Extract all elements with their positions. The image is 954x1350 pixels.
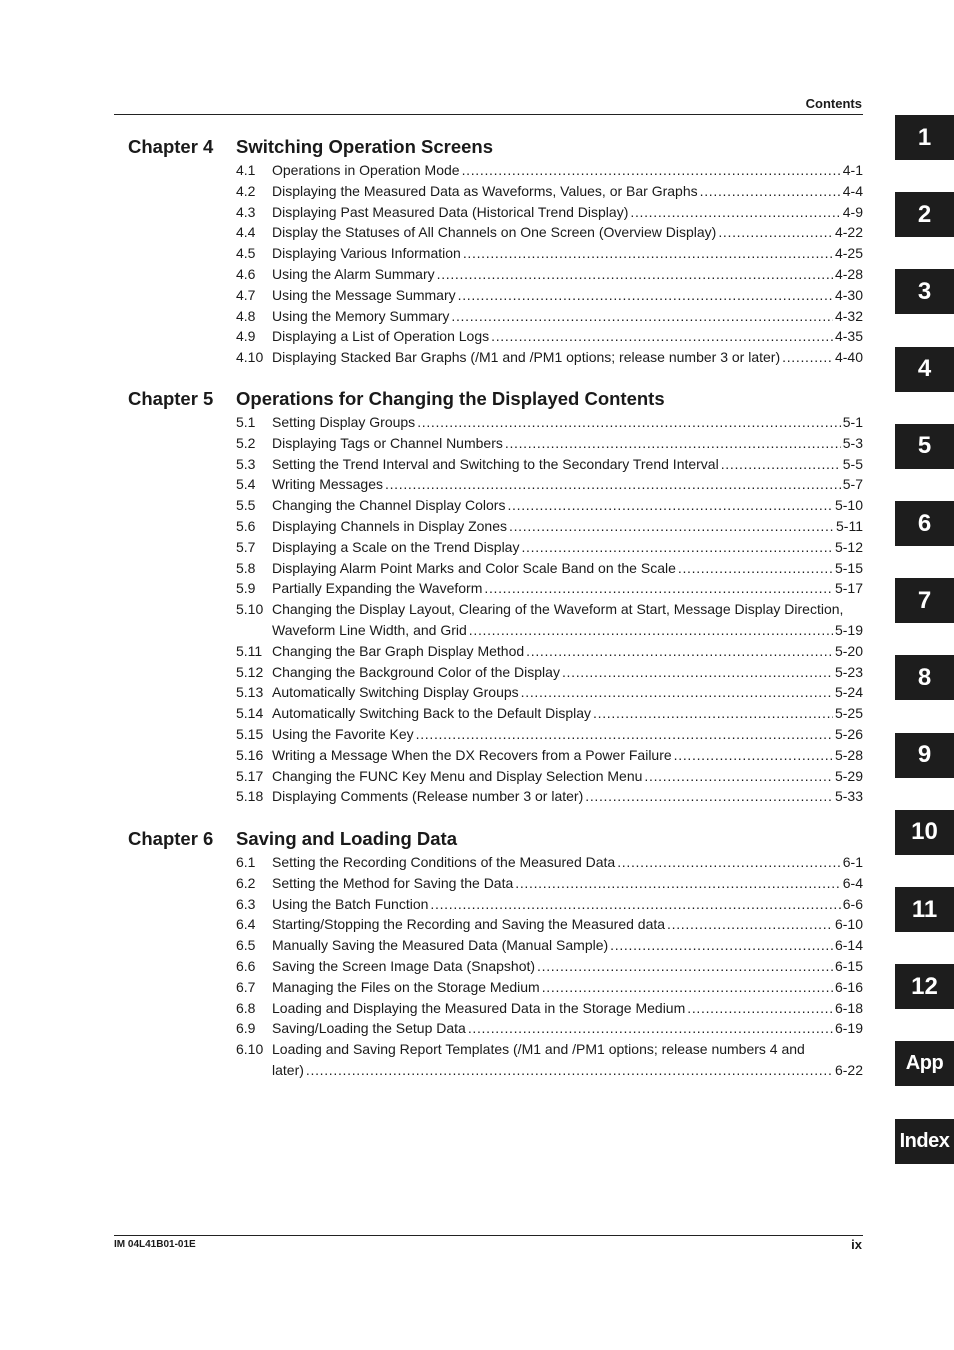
dot-leader	[562, 662, 833, 683]
toc-entry-number: 5.17	[236, 767, 264, 784]
toc-entry-line	[272, 682, 863, 703]
toc-entry-title: Setting Display Groups	[272, 414, 416, 430]
toc-entry-title: Displaying a List of Operation Logs	[272, 328, 490, 345]
chapter-tab[interactable]: 9	[895, 733, 954, 778]
toc-entry-number: 6.9	[236, 1020, 256, 1037]
toc-entry-line	[272, 914, 863, 935]
toc-entry-number: 4.1	[236, 162, 256, 178]
toc-entry-title: Writing Messages	[272, 476, 384, 493]
toc-entry-page: 6-14	[834, 937, 863, 954]
toc-entry-number: 5.9	[236, 580, 256, 597]
chapter-tab[interactable]: 7	[895, 578, 954, 623]
chapter-section	[128, 384, 863, 807]
chapter-heading	[128, 132, 863, 160]
toc-entry-line	[272, 935, 863, 956]
chapter-tab[interactable]: 4	[895, 347, 954, 392]
toc-entry-number: 5.13	[236, 684, 264, 701]
toc-entry-line	[272, 894, 863, 915]
toc-entry-text	[272, 766, 863, 787]
dot-leader	[630, 202, 840, 223]
dot-leader	[782, 347, 833, 368]
toc-entry-title: Using the Batch Function	[272, 895, 429, 912]
toc-entry-text	[272, 894, 863, 915]
toc-entry-page: 5-23	[834, 663, 863, 680]
toc-entry-text	[272, 454, 863, 475]
chapter-title: Operations for Changing the Displayed Contents	[236, 388, 665, 409]
toc-entry-text	[272, 474, 863, 495]
toc-entry[interactable]	[236, 998, 863, 1019]
toc-entry[interactable]	[236, 558, 863, 579]
toc-entry-number: 5.16	[236, 746, 264, 763]
toc-entry-line	[272, 977, 863, 998]
toc-entry-page: 6-10	[834, 916, 863, 933]
toc-entry-page: 4-4	[842, 182, 863, 199]
dot-leader	[306, 1060, 833, 1081]
dot-leader	[416, 724, 833, 745]
chapter-tab[interactable]: 2	[895, 192, 954, 237]
toc-entry-title: Displaying Various Information	[272, 245, 461, 262]
toc-entry-title-line: Changing the Display Layout, Clearing of the Waveform at Start, Message Display Direction,	[272, 601, 844, 618]
toc-entry-page: 5-12	[834, 538, 863, 555]
chapter-tab[interactable]: 6	[895, 501, 954, 546]
toc-entry-page: 5-33	[834, 788, 863, 805]
toc-entry-number: 6.3	[236, 895, 256, 912]
toc-entry-title: Starting/Stopping the Recording and Saving the Measured data	[272, 916, 666, 933]
toc-entry[interactable]	[236, 454, 863, 475]
toc-entry[interactable]	[236, 578, 863, 599]
toc-entry-line	[272, 537, 863, 558]
toc-entry-line	[272, 873, 863, 894]
toc-entry-page: 5-19	[834, 621, 863, 638]
toc-entry[interactable]	[236, 326, 863, 347]
toc-entry-number: 6.6	[236, 957, 256, 974]
toc-entry-page: 5-3	[842, 434, 863, 451]
chapter-heading	[128, 384, 863, 412]
section-header: Contents	[805, 96, 862, 111]
toc-entry[interactable]	[236, 703, 863, 724]
dot-leader	[451, 306, 833, 327]
chapter-title: Saving and Loading Data	[236, 828, 457, 849]
toc-entry-line	[272, 641, 863, 662]
toc-entry-title: Displaying a Scale on the Trend Display	[272, 538, 520, 555]
toc-entry-title: Changing the FUNC Key Menu and Display Selection Menu	[272, 767, 643, 784]
toc-entry-page: 6-15	[834, 957, 863, 974]
dot-leader	[484, 578, 833, 599]
toc-entry-number: 4.9	[236, 328, 256, 345]
toc-entry-title: Display the Statuses of All Channels on One Screen (Overview Display)	[272, 224, 717, 241]
toc-entry-number: 5.18	[236, 788, 264, 805]
toc-entry-title: Saving/Loading the Setup Data	[272, 1020, 466, 1037]
toc-entry-title: Manually Saving the Measured Data (Manual Sample)	[272, 937, 609, 954]
dot-leader	[674, 745, 833, 766]
toc-entry-number: 6.2	[236, 874, 256, 891]
toc-entry-text	[272, 914, 863, 935]
toc-entry-number: 6.8	[236, 999, 256, 1016]
toc-entry[interactable]	[236, 935, 863, 956]
toc-entry-page: 4-22	[834, 224, 863, 241]
toc-entry[interactable]	[236, 1039, 863, 1081]
toc-entry-line	[272, 264, 863, 285]
toc-entry-line	[272, 222, 863, 243]
toc-entry-page: 6-1	[842, 854, 863, 870]
toc-entry-title: Using the Alarm Summary	[272, 265, 435, 282]
toc-entry-page: 4-32	[834, 307, 863, 324]
toc-entry-text	[272, 935, 863, 956]
toc-entry-title: Loading and Displaying the Measured Data in the Storage Medium	[272, 999, 686, 1016]
toc-entry-title: Partially Expanding the Waveform	[272, 580, 483, 597]
toc-entry-page: 5-11	[836, 517, 863, 534]
dot-leader	[515, 873, 841, 894]
toc-entry[interactable]	[236, 599, 863, 641]
toc-entry-title: Using the Memory Summary	[272, 307, 450, 324]
toc-entry-text	[272, 641, 863, 662]
toc-entry-page: 5-25	[834, 705, 863, 722]
header-rule	[114, 114, 863, 115]
toc-entry[interactable]	[236, 160, 863, 181]
toc-entry-page: 5-1	[842, 414, 863, 430]
toc-entry-line	[272, 956, 863, 977]
toc-entry-title: Changing the Channel Display Colors	[272, 497, 506, 514]
toc-entry[interactable]	[236, 181, 863, 202]
chapter-tab[interactable]: Index	[895, 1119, 954, 1164]
toc-entry-page: 4-30	[834, 286, 863, 303]
toc-entry-text	[272, 495, 863, 516]
toc-entry-number: 5.4	[236, 476, 256, 493]
toc-entry[interactable]	[236, 222, 863, 243]
chapter-heading	[128, 824, 863, 852]
dot-leader	[644, 766, 833, 787]
toc-entry-page: 5-28	[834, 746, 863, 763]
toc-entry-number: 5.11	[236, 642, 263, 659]
chapter-tab[interactable]: 5	[895, 424, 954, 469]
toc-entry-page: 6-16	[834, 978, 863, 995]
toc-entry-text	[272, 1018, 863, 1039]
dot-leader	[417, 412, 841, 433]
toc-entry-text	[272, 786, 863, 807]
toc-entry-line	[272, 285, 863, 306]
toc-entry-title: Displaying Channels in Display Zones	[272, 517, 508, 534]
toc-entry[interactable]	[236, 495, 863, 516]
toc-entry-title: Operations in Operation Mode	[272, 162, 460, 178]
toc-entry-number: 6.7	[236, 978, 256, 995]
toc-entry-number: 4.8	[236, 307, 256, 324]
chapter-section	[128, 132, 863, 368]
toc-entry-page: 4-35	[834, 328, 863, 345]
dot-leader	[505, 433, 841, 454]
chapter-tab[interactable]: 1	[895, 115, 954, 160]
toc-entry-title: Using the Favorite Key	[272, 725, 414, 742]
toc-entry-page: 5-10	[834, 497, 863, 514]
toc-entry-line	[272, 852, 863, 873]
chapter-label: Chapter 5	[128, 388, 214, 409]
toc-entry-page: 6-19	[834, 1020, 863, 1037]
dot-leader	[700, 181, 841, 202]
toc-entry-title: Setting the Recording Conditions of the Measured Data	[272, 854, 616, 870]
chapter-tab[interactable]: 3	[895, 269, 954, 314]
toc-entry-title: Displaying Comments (Release number 3 or later)	[272, 788, 584, 805]
toc-entry-text	[272, 745, 863, 766]
toc-entry-line	[272, 433, 863, 454]
toc-entry-page: 5-5	[842, 455, 863, 472]
dot-leader	[678, 558, 833, 579]
toc-entry-text	[272, 703, 863, 724]
toc-entry-number: 4.3	[236, 203, 256, 220]
toc-entry[interactable]	[236, 1018, 863, 1039]
toc-entry-text	[272, 724, 863, 745]
toc-entry-line	[272, 181, 863, 202]
toc-entry-page: 5-7	[842, 476, 863, 493]
toc-entry-text	[272, 873, 863, 894]
toc-entry-line	[272, 578, 863, 599]
toc-entry-number: 4.6	[236, 265, 256, 282]
dot-leader	[537, 956, 833, 977]
toc-entry-line	[272, 766, 863, 787]
dot-leader	[667, 914, 833, 935]
toc-entry-line	[272, 347, 863, 368]
toc-entry-number: 4.4	[236, 224, 256, 241]
toc-entry[interactable]	[236, 243, 863, 264]
toc-entry-number: 6.1	[236, 854, 256, 870]
dot-leader	[718, 222, 833, 243]
toc-entry[interactable]	[236, 202, 863, 223]
toc-entry-number: 5.5	[236, 497, 256, 514]
page-number: ix	[851, 1237, 862, 1252]
toc-entry-title: Displaying the Measured Data as Waveforms, Values, or Bar Graphs	[272, 182, 698, 199]
dot-leader	[526, 641, 833, 662]
toc-entry-number: 5.7	[236, 538, 256, 555]
toc-entry-text	[272, 998, 863, 1019]
toc-entry-text	[272, 599, 863, 641]
toc-entry-text	[272, 977, 863, 998]
toc-entry-title: Saving the Screen Image Data (Snapshot)	[272, 957, 536, 974]
toc-entry-line	[272, 202, 863, 223]
chapter-label: Chapter 6	[128, 828, 214, 849]
toc-entry-line	[272, 786, 863, 807]
chapter-title: Switching Operation Screens	[236, 136, 494, 157]
chapter-label: Chapter 4	[128, 136, 214, 157]
toc-entry-page: 4-9	[842, 203, 863, 220]
dot-leader	[521, 682, 833, 703]
toc-entry[interactable]	[236, 347, 863, 368]
toc-entry-title: Automatically Switching Display Groups	[272, 684, 519, 701]
toc-entry-text	[272, 202, 863, 223]
toc-entry-title: Using the Message Summary	[272, 286, 456, 303]
dot-leader	[687, 998, 833, 1019]
chapter-tab[interactable]: 10	[895, 810, 954, 855]
toc-entry-text	[272, 160, 863, 181]
toc-entry-title: Displaying Tags or Channel Numbers	[272, 434, 503, 451]
document-id: IM 04L41B01-01E	[114, 1239, 196, 1250]
toc-entry-line	[272, 454, 863, 475]
toc-entry-text	[272, 516, 863, 537]
toc-entry-page: 4-1	[842, 162, 863, 178]
chapter-section	[128, 824, 863, 1081]
dot-leader	[542, 977, 833, 998]
toc-entry-number: 5.2	[236, 434, 256, 451]
toc-entry-text	[272, 264, 863, 285]
toc-entry-line	[272, 745, 863, 766]
toc-entry-line	[272, 620, 863, 641]
toc-entry-line	[272, 306, 863, 327]
toc-entry-text	[272, 1039, 863, 1081]
chapter-tab[interactable]: 8	[895, 655, 954, 700]
toc-entry-text	[272, 306, 863, 327]
toc-entry-page: 5-20	[834, 642, 863, 659]
dot-leader	[385, 474, 841, 495]
toc-entry-title: Changing the Background Color of the Display	[272, 663, 560, 680]
toc-entry[interactable]	[236, 914, 863, 935]
toc-entry-page: 4-25	[834, 245, 863, 262]
toc-entry-line	[272, 558, 863, 579]
dot-leader	[509, 516, 834, 537]
toc-entry-text	[272, 285, 863, 306]
dot-leader	[430, 894, 840, 915]
toc-entry[interactable]	[236, 766, 863, 787]
toc-entry-title: Automatically Switching Back to the Default Display	[272, 705, 592, 722]
toc-entry-line	[272, 1018, 863, 1039]
chapter-tab[interactable]: 11	[895, 887, 954, 932]
toc-entry-line	[272, 998, 863, 1019]
dot-leader	[468, 1018, 833, 1039]
toc-entry[interactable]	[236, 264, 863, 285]
toc-entry-number: 5.1	[236, 414, 256, 430]
toc-entry-page: 4-28	[834, 265, 863, 282]
toc-entry-number: 5.8	[236, 559, 256, 576]
toc-entry-text	[272, 956, 863, 977]
toc-entry[interactable]	[236, 433, 863, 454]
toc-entry-line	[272, 243, 863, 264]
toc-entry-line	[272, 724, 863, 745]
toc-entry[interactable]	[236, 956, 863, 977]
toc-entry[interactable]	[236, 682, 863, 703]
toc-entry-text	[272, 412, 863, 433]
toc-entry-number: 5.15	[236, 725, 264, 742]
toc-entry[interactable]	[236, 724, 863, 745]
toc-entry-text	[272, 347, 863, 368]
dot-leader	[521, 537, 833, 558]
toc-entry-number: 6.10	[236, 1041, 264, 1058]
toc-entry[interactable]	[236, 412, 863, 433]
toc-entry-page: 6-22	[834, 1061, 863, 1078]
toc-entry-line	[272, 160, 863, 181]
dot-leader	[469, 620, 833, 641]
toc-entry-title-line: Loading and Saving Report Templates (/M1 and /PM1 options; release numbers 4 and	[272, 1041, 805, 1058]
toc-entry-number: 5.6	[236, 517, 256, 534]
toc-entry-line	[272, 474, 863, 495]
toc-entry-number: 4.7	[236, 286, 256, 303]
toc-entry-page: 5-24	[834, 684, 863, 701]
toc-entry[interactable]	[236, 641, 863, 662]
toc-entry-text	[272, 433, 863, 454]
toc-entry-title: Changing the Bar Graph Display Method	[272, 642, 525, 659]
toc-entry-title: later)	[272, 1061, 304, 1078]
toc-entry-number: 5.3	[236, 455, 256, 472]
dot-leader	[437, 264, 833, 285]
toc-entry-title: Displaying Stacked Bar Graphs (/M1 and /PM1 options; release number 3 or later)	[272, 349, 781, 366]
toc-entry-title: Setting the Trend Interval and Switching to the Secondary Trend Interval	[272, 455, 719, 472]
toc-entry-title: Managing the Files on the Storage Medium	[272, 978, 540, 995]
toc-entry-number: 4.2	[236, 182, 256, 199]
chapter-tab[interactable]: 12	[895, 964, 954, 1009]
dot-leader	[610, 935, 833, 956]
toc-entry-number: 5.10	[236, 601, 264, 618]
toc-entry[interactable]	[236, 894, 863, 915]
toc-entry[interactable]	[236, 873, 863, 894]
toc-entry-title: Setting the Method for Saving the Data	[272, 874, 514, 891]
dot-leader	[617, 852, 841, 873]
toc-entry-line	[272, 412, 863, 433]
toc-entry-title: Displaying Past Measured Data (Historical Trend Display)	[272, 203, 629, 220]
toc-entry-text	[272, 852, 863, 873]
toc-entry-page: 6-6	[842, 895, 863, 912]
dot-leader	[507, 495, 833, 516]
toc-entry-line	[272, 495, 863, 516]
toc-entry-text	[272, 662, 863, 683]
toc-entry-number: 4.5	[236, 245, 256, 262]
toc-entry-number: 5.14	[236, 705, 264, 722]
toc-entry-line	[272, 326, 863, 347]
toc-entry-page: 5-26	[834, 725, 863, 742]
toc-entry[interactable]	[236, 537, 863, 558]
toc-entry-line	[272, 1060, 863, 1081]
toc-entry-text	[272, 558, 863, 579]
toc-entry-page: 4-40	[834, 349, 863, 366]
dot-leader	[491, 326, 833, 347]
toc-entry-number: 4.10	[236, 349, 264, 366]
toc-entry-text	[272, 682, 863, 703]
toc-entry-line	[272, 662, 863, 683]
toc-entry-text	[272, 181, 863, 202]
toc-entry-number: 5.12	[236, 663, 264, 680]
dot-leader	[458, 285, 833, 306]
toc-entry-text	[272, 578, 863, 599]
dot-leader	[462, 160, 841, 181]
toc-entry[interactable]	[236, 285, 863, 306]
toc-entry-title: Displaying Alarm Point Marks and Color Scale Band on the Scale	[272, 559, 676, 576]
toc-entry-page: 5-29	[834, 767, 863, 784]
toc-entry[interactable]	[236, 852, 863, 873]
toc-entry-text	[272, 222, 863, 243]
dot-leader	[721, 454, 841, 475]
toc-entry-text	[272, 537, 863, 558]
toc-entry-page: 5-15	[834, 559, 863, 576]
toc-entry-number: 6.5	[236, 937, 256, 954]
toc-entry[interactable]	[236, 977, 863, 998]
footer-rule	[114, 1235, 863, 1236]
dot-leader	[585, 786, 833, 807]
toc-entry-line	[272, 703, 863, 724]
toc-entry-page: 6-18	[834, 999, 863, 1016]
toc-entry-text	[272, 243, 863, 264]
toc-entry-title: Writing a Message When the DX Recovers from a Power Failure	[272, 746, 672, 763]
toc-entry-line	[272, 516, 863, 537]
toc-entry-page: 5-17	[834, 580, 863, 597]
toc-entry[interactable]	[236, 786, 863, 807]
dot-leader	[463, 243, 833, 264]
toc-entry-text	[272, 326, 863, 347]
toc-entry[interactable]	[236, 745, 863, 766]
chapter-tab[interactable]: App	[895, 1041, 954, 1086]
toc-entry[interactable]	[236, 662, 863, 683]
toc-entry[interactable]	[236, 516, 863, 537]
toc-entry-page: 6-4	[842, 874, 863, 891]
toc-entry-title: Waveform Line Width, and Grid	[272, 621, 467, 638]
toc-entry[interactable]	[236, 306, 863, 327]
toc-entry-number: 6.4	[236, 916, 256, 933]
dot-leader	[593, 703, 833, 724]
toc-entry[interactable]	[236, 474, 863, 495]
